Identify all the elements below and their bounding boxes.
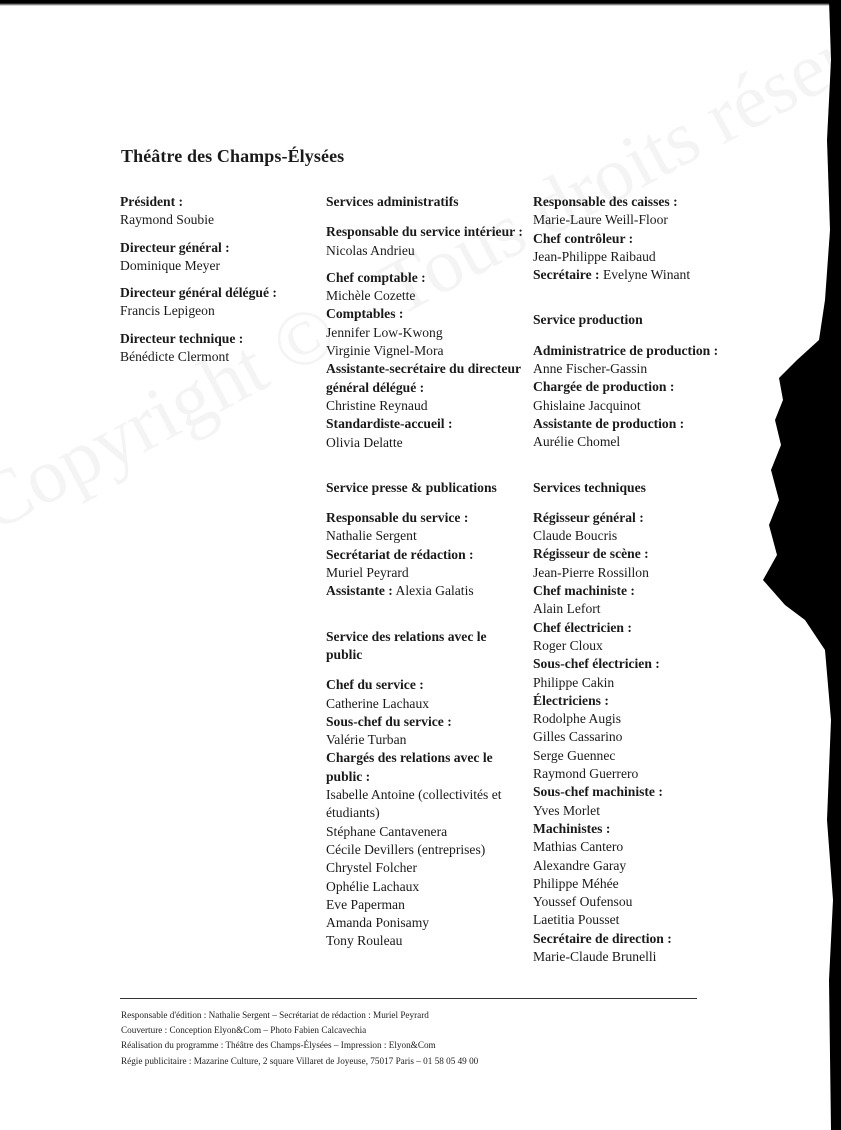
role-title: Chef contrôleur : bbox=[533, 230, 634, 246]
role-title: Comptables : bbox=[326, 306, 404, 322]
footer-line: Régie publicitaire : Mazarine Culture, 2 square Villaret de Joyeuse, 75017 Paris – 01 58 05 49 00 bbox=[121, 1055, 479, 1066]
role-title: Directeur technique : bbox=[120, 330, 244, 346]
section-heading: Service production bbox=[533, 312, 643, 328]
staff-entry bbox=[326, 713, 526, 750]
section-heading: Services administratifs bbox=[326, 194, 459, 209]
role-title: Assistante de production : bbox=[533, 415, 685, 431]
role-title: Administratrice de production : bbox=[533, 342, 719, 358]
person-name: Francis Lepigeon bbox=[120, 303, 215, 319]
staff-entry bbox=[533, 378, 748, 415]
person-name: Stéphane Cantavenera bbox=[326, 823, 448, 839]
person-name: Raymond Guerrero bbox=[533, 766, 639, 782]
section-group bbox=[533, 193, 748, 284]
staff-entry bbox=[533, 582, 748, 619]
person-name: Gilles Cassarino bbox=[533, 729, 623, 745]
staff-entry bbox=[326, 582, 526, 600]
person-name: Laetitia Pousset bbox=[533, 912, 620, 928]
staff-entry bbox=[326, 415, 526, 452]
staff-entry bbox=[120, 284, 315, 321]
person-name: Nicolas Andrieu bbox=[326, 242, 415, 258]
person-name: Philippe Cakin bbox=[533, 674, 615, 690]
person-name: Amanda Ponisamy bbox=[326, 915, 430, 931]
person-name: Ghislaine Jacquinot bbox=[533, 397, 641, 413]
column-2 bbox=[326, 193, 526, 951]
person-name: Michèle Cozette bbox=[326, 288, 416, 304]
role-title: Assistante : bbox=[326, 583, 393, 599]
person-name: Jean-Philippe Raibaud bbox=[533, 248, 656, 264]
role-title: Responsable du service : bbox=[326, 510, 469, 526]
staff-entry bbox=[120, 330, 315, 367]
staff-entry bbox=[533, 655, 748, 692]
person-name: Serge Guennec bbox=[533, 747, 616, 763]
person-name: Cécile Devillers (entreprises) bbox=[326, 841, 486, 857]
footer-line: Couverture : Conception Elyon&Com – Photo Fabien Calcavechia bbox=[121, 1025, 367, 1036]
staff-entry bbox=[326, 305, 526, 360]
section-heading: Service presse & publications bbox=[326, 479, 497, 495]
role-title: Sous-chef électricien : bbox=[533, 656, 660, 672]
staff-entry bbox=[533, 230, 748, 267]
person-name: Nathalie Sergent bbox=[326, 528, 417, 544]
person-name: Muriel Peyrard bbox=[326, 565, 409, 581]
staff-entry bbox=[326, 269, 526, 306]
staff-entry bbox=[533, 545, 748, 582]
person-name: Youssef Oufensou bbox=[533, 894, 633, 910]
role-title: Sous-chef machiniste : bbox=[533, 784, 663, 800]
person-name: Alain Lefort bbox=[533, 601, 601, 617]
staff-entry bbox=[533, 930, 748, 967]
person-name: Tony Rouleau bbox=[326, 933, 403, 949]
person-name: Marie-Claude Brunelli bbox=[533, 948, 657, 964]
section-group bbox=[326, 193, 526, 452]
section-group bbox=[533, 311, 748, 451]
staff-entry bbox=[533, 193, 748, 230]
staff-entry bbox=[326, 546, 526, 583]
person-name: Anne Fischer-Gassin bbox=[533, 361, 648, 377]
person-name: Virginie Vignel-Mora bbox=[326, 343, 444, 359]
person-name: Marie-Laure Weill-Floor bbox=[533, 212, 668, 228]
person-name: Bénédicte Clermont bbox=[120, 349, 230, 365]
footer-line: Responsable d'édition : Nathalie Sergent – Secrétariat de rédaction : Muriel Peyrard bbox=[121, 1010, 429, 1020]
section-group bbox=[533, 479, 748, 967]
person-name: Olivia Delatte bbox=[326, 434, 403, 450]
credits-footer bbox=[121, 1008, 721, 1069]
staff-entry bbox=[533, 692, 748, 783]
person-name: Christine Reynaud bbox=[326, 397, 428, 413]
role-title: Régisseur général : bbox=[533, 509, 644, 525]
role-title: Chef machiniste : bbox=[533, 583, 635, 599]
person-name: Catherine Lachaux bbox=[326, 695, 430, 711]
role-title: Sous-chef du service : bbox=[326, 713, 452, 729]
section-group bbox=[326, 628, 526, 951]
staff-entry bbox=[533, 619, 748, 656]
staff-entry bbox=[120, 193, 315, 230]
person-name: Claude Boucris bbox=[533, 528, 618, 544]
staff-entry bbox=[120, 239, 315, 276]
person-name: Yves Morlet bbox=[533, 802, 600, 818]
staff-entry bbox=[326, 360, 526, 415]
role-title: Standardiste-accueil : bbox=[326, 416, 453, 432]
role-title: Secrétariat de rédaction : bbox=[326, 546, 474, 562]
role-title: Responsable des caisses : bbox=[533, 194, 678, 209]
role-title: Secrétaire de direction : bbox=[533, 930, 672, 946]
role-title: Régisseur de scène : bbox=[533, 546, 649, 562]
person-name: Valérie Turban bbox=[326, 732, 407, 748]
person-name: Rodolphe Augis bbox=[533, 711, 621, 727]
person-name: Evelyne Winant bbox=[602, 267, 691, 283]
section-heading: Services techniques bbox=[533, 479, 646, 495]
person-name: Mathias Cantero bbox=[533, 839, 624, 855]
column-1 bbox=[120, 193, 315, 375]
top-edge bbox=[0, 0, 841, 6]
person-name: Alexia Galatis bbox=[395, 583, 474, 599]
role-title: Directeur général : bbox=[120, 239, 230, 255]
column-3 bbox=[533, 193, 748, 966]
section-group bbox=[326, 479, 526, 601]
person-name: Chrystel Folcher bbox=[326, 860, 417, 876]
torn-edge bbox=[721, 0, 841, 1130]
person-name: Jennifer Low-Kwong bbox=[326, 324, 443, 340]
staff-entry bbox=[533, 266, 748, 284]
staff-entry bbox=[533, 509, 748, 546]
person-name: Aurélie Chomel bbox=[533, 434, 621, 450]
role-title: Directeur général délégué : bbox=[120, 285, 277, 301]
staff-entry bbox=[326, 676, 526, 713]
role-title: Président : bbox=[120, 194, 184, 209]
section-group bbox=[120, 193, 315, 366]
person-name: Jean-Pierre Rossillon bbox=[533, 564, 649, 580]
person-name: Isabelle Antoine (collectivités et étudiants) bbox=[326, 787, 502, 821]
role-title: Responsable du service intérieur : bbox=[326, 224, 523, 240]
staff-entry bbox=[326, 223, 526, 260]
person-name: Eve Paperman bbox=[326, 896, 405, 912]
staff-entry bbox=[533, 820, 748, 930]
person-name: Alexandre Garay bbox=[533, 857, 627, 873]
role-title: Machinistes : bbox=[533, 820, 611, 836]
section-heading: Service des relations avec le public bbox=[326, 628, 487, 662]
staff-entry bbox=[533, 415, 748, 452]
person-name: Roger Cloux bbox=[533, 637, 603, 653]
page-title: Théâtre des Champs-Élysées bbox=[121, 146, 345, 166]
person-name: Raymond Soubie bbox=[120, 212, 215, 228]
role-title: Assistante-secrétaire du directeur général délégué : bbox=[326, 361, 521, 395]
staff-entry bbox=[533, 342, 748, 379]
role-title: Électriciens : bbox=[533, 692, 609, 708]
person-name: Philippe Méhée bbox=[533, 875, 619, 891]
role-title: Chef du service : bbox=[326, 677, 424, 693]
staff-entry bbox=[326, 509, 526, 546]
footer-line: Réalisation du programme : Théâtre des Champs-Élysées – Impression : Elyon&Com bbox=[121, 1040, 436, 1051]
person-name: Dominique Meyer bbox=[120, 257, 221, 273]
role-title: Secrétaire : bbox=[533, 267, 600, 283]
role-title: Chef électricien : bbox=[533, 619, 632, 635]
role-title: Chargée de production : bbox=[533, 379, 675, 395]
role-title: Chef comptable : bbox=[326, 269, 426, 285]
person-name: Ophélie Lachaux bbox=[326, 878, 420, 894]
staff-entry bbox=[326, 749, 526, 950]
staff-entry bbox=[533, 783, 748, 820]
role-title: Chargés des relations avec le public : bbox=[326, 750, 493, 784]
footer-divider bbox=[120, 998, 697, 999]
